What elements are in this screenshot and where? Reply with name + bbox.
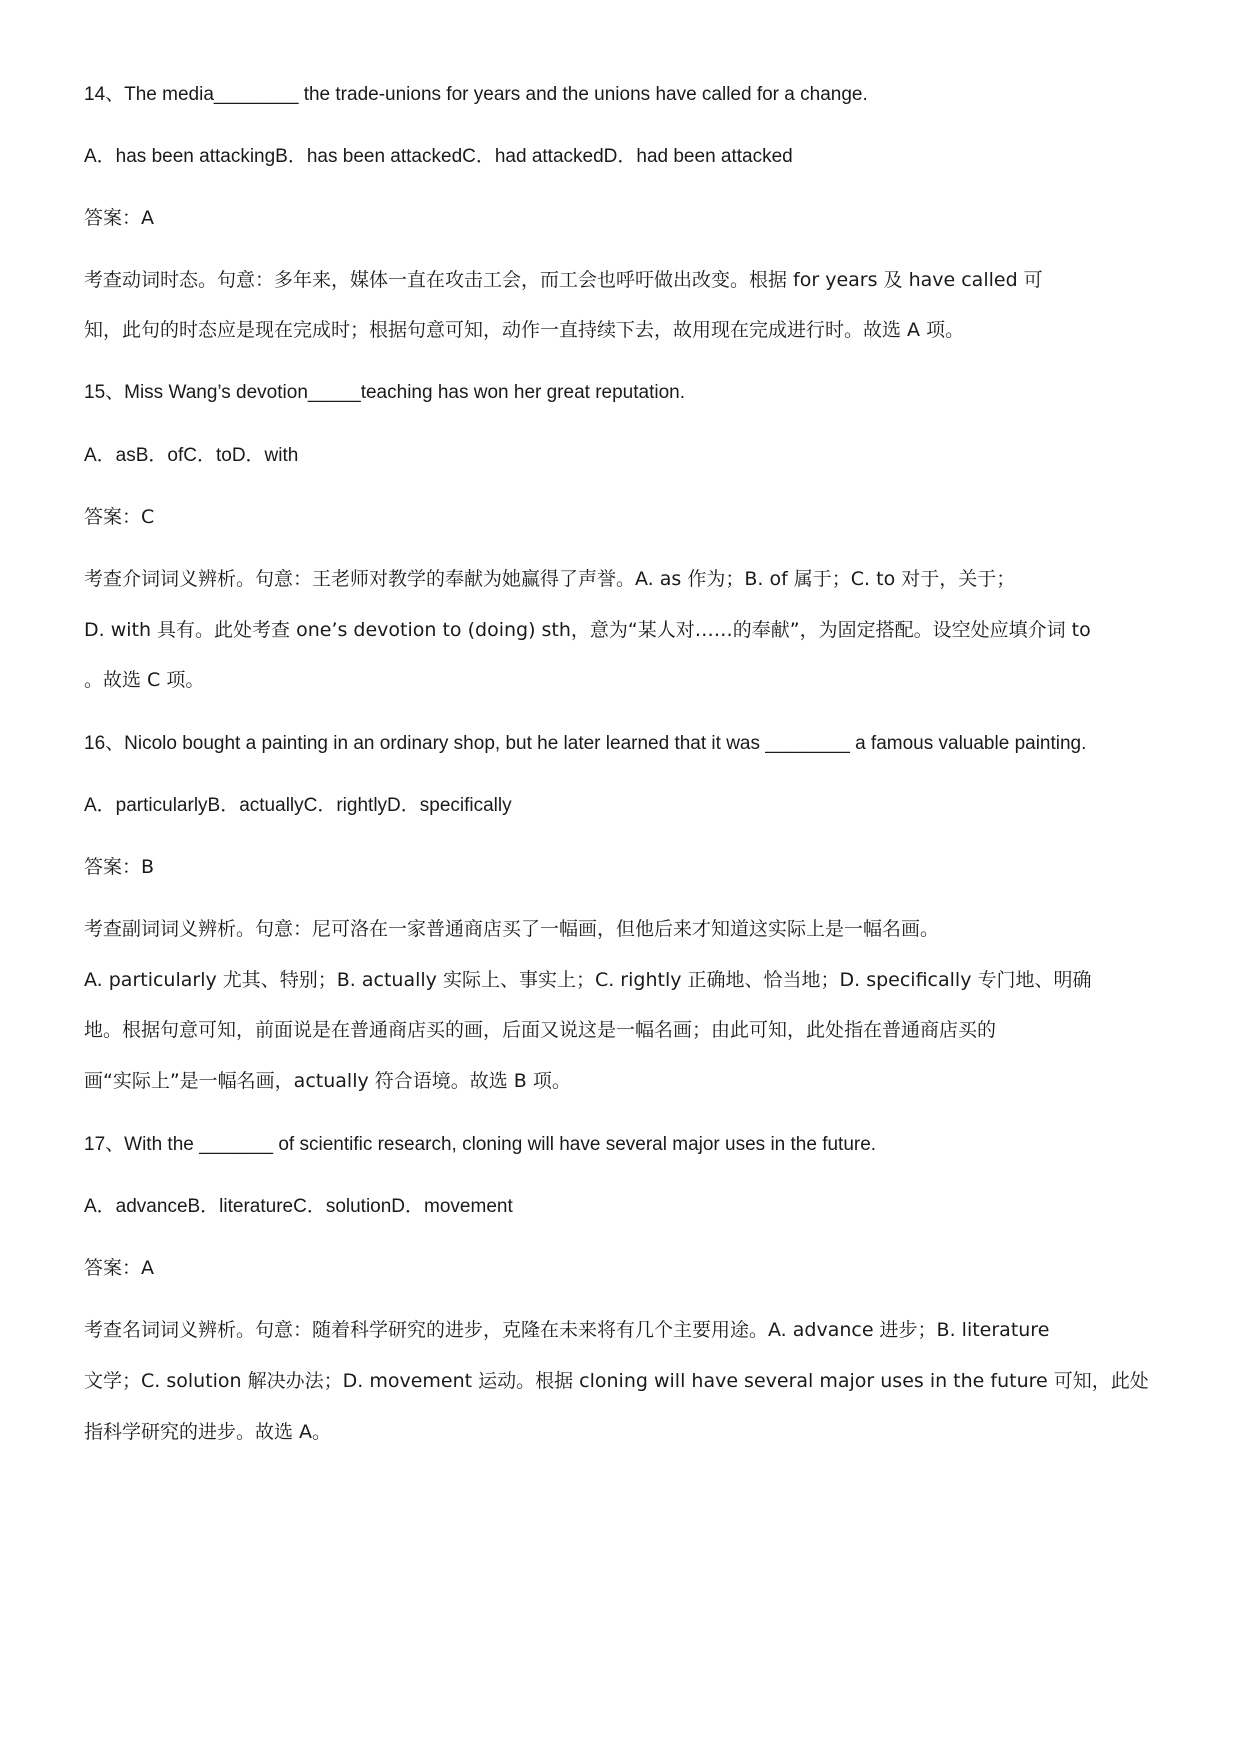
question-15-answer: 答案：C [84, 506, 155, 528]
question-17-explanation-line-2: 文学；C. solution 解决办法；D. movement 运动。根据 cloning will have several major uses in the future 可知，此处 [84, 1370, 1149, 1392]
question-17-options: A．advanceB．literatureC．solutionD．movement [84, 1196, 513, 1217]
question-15-stem: 15、Miss Wang’s devotion_____teaching has won her great reputation. [84, 382, 685, 403]
question-14-options: A．has been attackingB．has been attackedC．had attackedD．had been attacked [84, 146, 793, 167]
question-16-stem: 16、Nicolo bought a painting in an ordinary shop, but he later learned that it was ________ a famous valuable painting. [84, 733, 1087, 754]
question-14-stem: 14、The media________ the trade-unions for years and the unions have called for a change. [84, 84, 868, 105]
question-14-answer: 答案：A [84, 207, 154, 229]
question-17-answer: 答案：A [84, 1257, 154, 1279]
question-15-explanation-line-1: 考查介词词义辨析。句意：王老师对教学的奉献为她赢得了声誉。A. as 作为；B. of 属于；C. to 对于，关于； [84, 568, 1016, 590]
question-16-explanation-line-2: A. particularly 尤其、特别；B. actually 实际上、事实上；C. rightly 正确地、恰当地；D. specifically 专门地、明确 [84, 969, 1092, 991]
question-17-explanation-line-3: 指科学研究的进步。故选 A。 [84, 1421, 332, 1443]
question-15-options: A．asB．ofC．toD．with [84, 445, 299, 466]
question-17-explanation-line-1: 考查名词词义辨析。句意：随着科学研究的进步，克隆在未来将有几个主要用途。A. advance 进步；B. literature [84, 1319, 1050, 1341]
question-15-explanation-line-2: D. with 具有。此处考查 one’s devotion to (doing) sth，意为“某人对……的奉献”，为固定搭配。设空处应填介词 to [84, 619, 1091, 641]
question-16-explanation-line-4: 画“实际上”是一幅名画，actually 符合语境。故选 B 项。 [84, 1070, 571, 1092]
question-14-explanation-line-1: 考查动词时态。句意：多年来，媒体一直在攻击工会，而工会也呼吁做出改变。根据 for years 及 have called 可 [84, 269, 1043, 291]
question-15-explanation-line-3: 。故选 C 项。 [84, 669, 205, 691]
question-16-explanation-line-3: 地。根据句意可知，前面说是在普通商店买的画，后面又说这是一幅名画；由此可知，此处指在普通商店买的 [84, 1019, 997, 1041]
question-16-answer: 答案：B [84, 856, 155, 878]
document-page [84, 0, 1164, 1749]
question-16-explanation-line-1: 考查副词词义辨析。句意：尼可洛在一家普通商店买了一幅画，但他后来才知道这实际上是一幅名画。 [84, 918, 940, 940]
question-14-explanation-line-2: 知，此句的时态应是现在完成时；根据句意可知，动作一直持续下去，故用现在完成进行时。故选 A 项。 [84, 319, 965, 341]
question-16-options: A．particularlyB．actuallyC．rightlyD．specifically [84, 795, 512, 816]
question-17-stem: 17、With the _______ of scientific research, cloning will have several major uses in the future. [84, 1134, 877, 1155]
